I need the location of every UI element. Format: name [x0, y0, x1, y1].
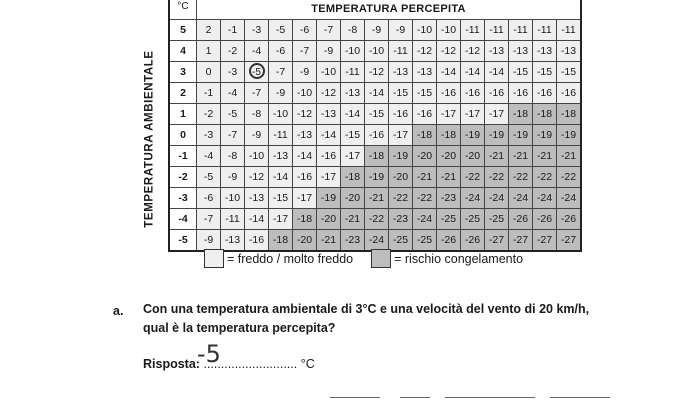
table-cell: -13: [509, 41, 533, 62]
table-cell: -17: [485, 104, 509, 125]
table-cell: -3: [197, 125, 221, 146]
table-cell: -24: [557, 188, 582, 209]
table-cell: -11: [485, 20, 509, 41]
table-cell: -11: [557, 20, 582, 41]
table-cell: -16: [461, 83, 485, 104]
table-cell: -18: [341, 167, 365, 188]
table-cell: -7: [317, 20, 341, 41]
table-cell: -6: [293, 20, 317, 41]
table-cell: -16: [389, 104, 413, 125]
table-cell: -27: [557, 230, 582, 252]
table-cell: -9: [389, 20, 413, 41]
table-cell: -14: [269, 167, 293, 188]
table-cell: -12: [461, 41, 485, 62]
table-cell: -1: [221, 20, 245, 41]
table-cell: -20: [389, 167, 413, 188]
table-cell: -15: [269, 188, 293, 209]
table-cell: -20: [341, 188, 365, 209]
table-cell: [245, 62, 269, 83]
table-cell: -5: [269, 20, 293, 41]
table-cell: -13: [485, 41, 509, 62]
table-cell: -7: [269, 62, 293, 83]
table-cell: -8: [341, 20, 365, 41]
table-cell: -8: [221, 146, 245, 167]
table-cell: -27: [485, 230, 509, 252]
table-cell: -14: [293, 146, 317, 167]
table-cell: -20: [437, 146, 461, 167]
row-header-temp: 4: [169, 41, 197, 62]
scan-mark: [445, 397, 535, 398]
table-cell: -10: [437, 20, 461, 41]
table-cell: -4: [245, 41, 269, 62]
table-cell: -19: [485, 125, 509, 146]
answer-dots: ...........................: [203, 357, 298, 371]
table-cell: -3: [245, 20, 269, 41]
table-cell: -25: [437, 209, 461, 230]
table-cell: -21: [437, 167, 461, 188]
table-cell: -17: [389, 125, 413, 146]
table-row: [169, 230, 581, 252]
question-letter: a.: [113, 304, 124, 318]
table-cell: -24: [413, 209, 437, 230]
row-header-temp: -2: [169, 167, 197, 188]
table-cell: -9: [293, 62, 317, 83]
table-cell: -15: [533, 62, 557, 83]
table-cell: -2: [197, 104, 221, 125]
table-cell: -13: [557, 41, 582, 62]
table-cell: -19: [389, 146, 413, 167]
table-cell: -16: [413, 104, 437, 125]
table-cell: -3: [221, 62, 245, 83]
table-cell: -24: [509, 188, 533, 209]
table-cell: -14: [437, 62, 461, 83]
table-cell: -21: [413, 167, 437, 188]
table-header-row: [169, 0, 581, 20]
table-cell: -7: [221, 125, 245, 146]
table-row: [169, 209, 581, 230]
table-cell: -13: [293, 125, 317, 146]
legend-swatch-cold: [204, 249, 224, 268]
table-cell: -20: [293, 230, 317, 252]
table-cell: -5: [221, 104, 245, 125]
table-row: [169, 167, 581, 188]
table-cell: -13: [245, 188, 269, 209]
table-cell: -18: [509, 104, 533, 125]
table-cell: -25: [461, 209, 485, 230]
table-cell: -14: [485, 62, 509, 83]
table-cell: -26: [533, 209, 557, 230]
table-cell: -13: [533, 41, 557, 62]
row-header-temp: 5: [169, 20, 197, 41]
table-cell: -24: [365, 230, 389, 252]
row-header-temp: 3: [169, 62, 197, 83]
table-cell: -8: [245, 104, 269, 125]
table-cell: -27: [509, 230, 533, 252]
table-cell: -15: [365, 104, 389, 125]
table-cell: 1: [197, 41, 221, 62]
table-cell: -21: [485, 146, 509, 167]
table-cell: -18: [269, 230, 293, 252]
table-cell: -14: [365, 83, 389, 104]
table-cell: -18: [413, 125, 437, 146]
table-cell: -10: [293, 83, 317, 104]
table-cell: -7: [245, 83, 269, 104]
table-cell: -18: [557, 104, 582, 125]
table-cell: -11: [389, 41, 413, 62]
table-cell: -19: [317, 188, 341, 209]
row-header-temp: 2: [169, 83, 197, 104]
table-cell: -12: [317, 83, 341, 104]
table-cell: -17: [437, 104, 461, 125]
table-cell: -16: [365, 125, 389, 146]
table-cell: -9: [317, 41, 341, 62]
table-cell: -13: [269, 146, 293, 167]
table-cell: -10: [341, 41, 365, 62]
table-cell: -19: [509, 125, 533, 146]
table-cell: -20: [461, 146, 485, 167]
table-cell: -10: [317, 62, 341, 83]
row-header-temp: -3: [169, 188, 197, 209]
legend-label-risk: = rischio congelamento: [394, 251, 524, 266]
table-cell: -7: [197, 209, 221, 230]
table-cell: -16: [509, 83, 533, 104]
table-cell: -22: [461, 167, 485, 188]
table-cell: -23: [437, 188, 461, 209]
table-cell: -16: [533, 83, 557, 104]
table-row: [169, 83, 581, 104]
table-cell: -23: [389, 209, 413, 230]
table-cell: -15: [389, 83, 413, 104]
table-cell: -6: [197, 188, 221, 209]
table-row: [169, 20, 581, 41]
table-cell: -20: [413, 146, 437, 167]
table-cell: -5: [197, 167, 221, 188]
table-cell: -23: [341, 230, 365, 252]
table-cell: -16: [437, 83, 461, 104]
table-cell: -2: [221, 41, 245, 62]
table-cell: -26: [557, 209, 582, 230]
table-cell: -18: [437, 125, 461, 146]
table-cell: -10: [269, 104, 293, 125]
table-cell: -10: [413, 20, 437, 41]
table-cell: -11: [461, 20, 485, 41]
question-text: Con una temperatura ambientale di 3°C e una velocità del vento di 20 km/h, qual è la temperatura percepita?: [143, 302, 590, 335]
table-cell: -13: [317, 104, 341, 125]
table-cell: -9: [245, 125, 269, 146]
unit-header: °C: [169, 0, 197, 20]
row-header-temp: 1: [169, 104, 197, 125]
scan-mark: [550, 397, 610, 398]
table-cell: -19: [461, 125, 485, 146]
table-cell: -27: [533, 230, 557, 252]
table-row: [169, 188, 581, 209]
table-cell: -22: [389, 188, 413, 209]
table-cell: -22: [509, 167, 533, 188]
table-cell: -18: [533, 104, 557, 125]
answer-unit: °C: [300, 357, 315, 371]
row-header-temp: -1: [169, 146, 197, 167]
table-cell: -7: [293, 41, 317, 62]
row-header-temp: 0: [169, 125, 197, 146]
table-cell: -11: [341, 62, 365, 83]
table-cell: -4: [197, 146, 221, 167]
axis-label-text: TEMPERATURA AMBIENTALE: [144, 50, 157, 228]
handwritten-answer: -5: [197, 340, 221, 368]
table-cell: -14: [341, 104, 365, 125]
table-row: [169, 41, 581, 62]
table-cell: -4: [221, 83, 245, 104]
table-cell: -22: [365, 209, 389, 230]
table-cell: -22: [557, 167, 582, 188]
table-cell: -11: [533, 20, 557, 41]
legend: [204, 249, 523, 268]
table-cell: -13: [389, 62, 413, 83]
table-cell: -14: [245, 209, 269, 230]
table-cell: -16: [245, 230, 269, 252]
table-cell: -11: [509, 20, 533, 41]
table-cell: -20: [317, 209, 341, 230]
table-cell: -24: [533, 188, 557, 209]
table-cell: -16: [485, 83, 509, 104]
table-cell: -14: [461, 62, 485, 83]
table-cell: -9: [197, 230, 221, 252]
table-cell: -19: [533, 125, 557, 146]
table-row: [169, 62, 581, 83]
table-cell: -21: [557, 146, 582, 167]
scan-mark: [330, 397, 380, 398]
table-cell: -13: [221, 230, 245, 252]
table-cell: -10: [245, 146, 269, 167]
table-cell: -12: [413, 41, 437, 62]
table-cell: -17: [461, 104, 485, 125]
table-cell: -26: [437, 230, 461, 252]
table-cell: -22: [413, 188, 437, 209]
table-cell: -19: [365, 167, 389, 188]
table-cell: -11: [221, 209, 245, 230]
table-cell: -25: [389, 230, 413, 252]
answer-label: Risposta:: [143, 357, 200, 371]
table-cell: -17: [293, 188, 317, 209]
table-cell: -16: [557, 83, 582, 104]
table-row: [169, 104, 581, 125]
table-cell: -17: [341, 146, 365, 167]
table-cell: -18: [293, 209, 317, 230]
table-cell: -21: [533, 146, 557, 167]
table-cell: -12: [437, 41, 461, 62]
table-cell: -25: [485, 209, 509, 230]
table-cell: -9: [269, 83, 293, 104]
table-cell: -16: [317, 146, 341, 167]
table-body: [169, 20, 581, 252]
answer-line: [143, 357, 315, 371]
table-cell: -11: [269, 125, 293, 146]
table-cell: -13: [341, 83, 365, 104]
table-cell: -17: [317, 167, 341, 188]
row-header-temp: -5: [169, 230, 197, 252]
table-row: [169, 125, 581, 146]
table-cell: -18: [365, 146, 389, 167]
table-cell: -26: [509, 209, 533, 230]
table-cell: -10: [365, 41, 389, 62]
table-cell: -19: [557, 125, 582, 146]
table-cell: -21: [509, 146, 533, 167]
table-cell: -24: [461, 188, 485, 209]
table-cell: -14: [317, 125, 341, 146]
axis-label-ambient-temperature: [138, 30, 162, 248]
table-cell: 2: [197, 20, 221, 41]
table-cell: -26: [461, 230, 485, 252]
legend-label-cold: = freddo / molto freddo: [227, 251, 354, 266]
table-cell: -12: [365, 62, 389, 83]
table-cell: -24: [485, 188, 509, 209]
table-cell: -22: [533, 167, 557, 188]
table-cell: -22: [485, 167, 509, 188]
legend-swatch-risk: [371, 249, 391, 268]
table-cell: -16: [293, 167, 317, 188]
table-cell: -17: [269, 209, 293, 230]
table-cell: -10: [221, 188, 245, 209]
table-cell: -21: [365, 188, 389, 209]
table-cell: -21: [317, 230, 341, 252]
row-header-temp: -4: [169, 209, 197, 230]
table-cell: -15: [413, 83, 437, 104]
table-cell: -12: [293, 104, 317, 125]
table-cell: -1: [197, 83, 221, 104]
table-cell: -15: [557, 62, 582, 83]
table-row: [169, 146, 581, 167]
table-cell: -13: [413, 62, 437, 83]
table-cell: 0: [197, 62, 221, 83]
table-cell: -9: [221, 167, 245, 188]
table-cell: -6: [269, 41, 293, 62]
table-cell: -15: [341, 125, 365, 146]
table-cell: -9: [365, 20, 389, 41]
scan-mark: [400, 397, 430, 398]
table-title: TEMPERATURA PERCEPITA: [197, 0, 582, 20]
table-cell: -12: [245, 167, 269, 188]
table-cell: -15: [509, 62, 533, 83]
table-cell: -21: [341, 209, 365, 230]
wind-chill-table: [168, 0, 582, 252]
circled-value: -5: [249, 63, 265, 79]
table-cell: -25: [413, 230, 437, 252]
